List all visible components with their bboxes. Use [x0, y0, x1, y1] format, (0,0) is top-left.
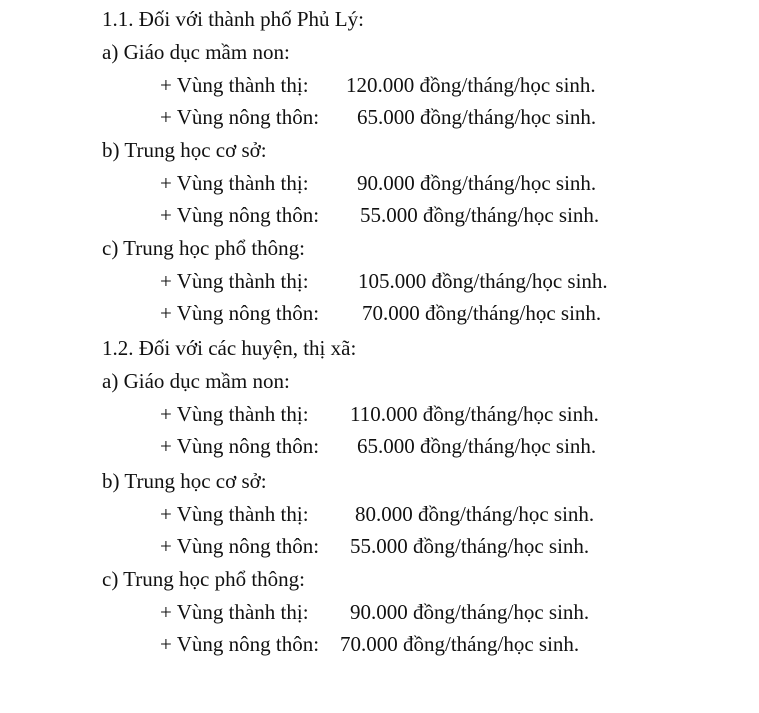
- item-label: + Vùng thành thị:: [160, 269, 309, 293]
- item-value: 90.000 đồng/tháng/học sinh.: [350, 600, 590, 624]
- group-title-high-school: c) Trung học phổ thông:: [102, 567, 306, 591]
- section-heading-phu-ly: 1.1. Đối với thành phố Phủ Lý:: [102, 7, 364, 31]
- item-label: + Vùng nông thôn:: [160, 203, 320, 227]
- item-label: + Vùng nông thôn:: [160, 534, 320, 558]
- item-label: + Vùng nông thôn:: [160, 301, 320, 325]
- item-value: 80.000 đồng/tháng/học sinh.: [355, 502, 595, 526]
- item-value: 55.000 đồng/tháng/học sinh.: [350, 534, 590, 558]
- group-title-preschool: a) Giáo dục mầm non:: [102, 40, 290, 64]
- item-value: 110.000 đồng/tháng/học sinh.: [350, 402, 599, 426]
- item-label: + Vùng thành thị:: [160, 73, 309, 97]
- item-value: 105.000 đồng/tháng/học sinh.: [358, 269, 608, 293]
- item-value: 55.000 đồng/tháng/học sinh.: [360, 203, 600, 227]
- item-label: + Vùng nông thôn:: [160, 434, 320, 458]
- item-value: 65.000 đồng/tháng/học sinh.: [357, 434, 597, 458]
- group-title-middle-school: b) Trung học cơ sở:: [102, 138, 267, 162]
- item-label: + Vùng thành thị:: [160, 600, 309, 624]
- item-value: 70.000 đồng/tháng/học sinh.: [340, 632, 580, 656]
- item-label: + Vùng nông thôn:: [160, 105, 320, 129]
- item-value: 90.000 đồng/tháng/học sinh.: [357, 171, 597, 195]
- group-title-preschool: a) Giáo dục mầm non:: [102, 369, 290, 393]
- group-title-high-school: c) Trung học phổ thông:: [102, 236, 306, 260]
- item-value: 65.000 đồng/tháng/học sinh.: [357, 105, 597, 129]
- item-value: 120.000 đồng/tháng/học sinh.: [346, 73, 596, 97]
- item-label: + Vùng thành thị:: [160, 502, 309, 526]
- item-label: + Vùng thành thị:: [160, 171, 309, 195]
- section-heading-districts: 1.2. Đối với các huyện, thị xã:: [102, 336, 357, 360]
- group-title-middle-school: b) Trung học cơ sở:: [102, 469, 267, 493]
- item-label: + Vùng nông thôn:: [160, 632, 320, 656]
- item-label: + Vùng thành thị:: [160, 402, 309, 426]
- item-value: 70.000 đồng/tháng/học sinh.: [362, 301, 602, 325]
